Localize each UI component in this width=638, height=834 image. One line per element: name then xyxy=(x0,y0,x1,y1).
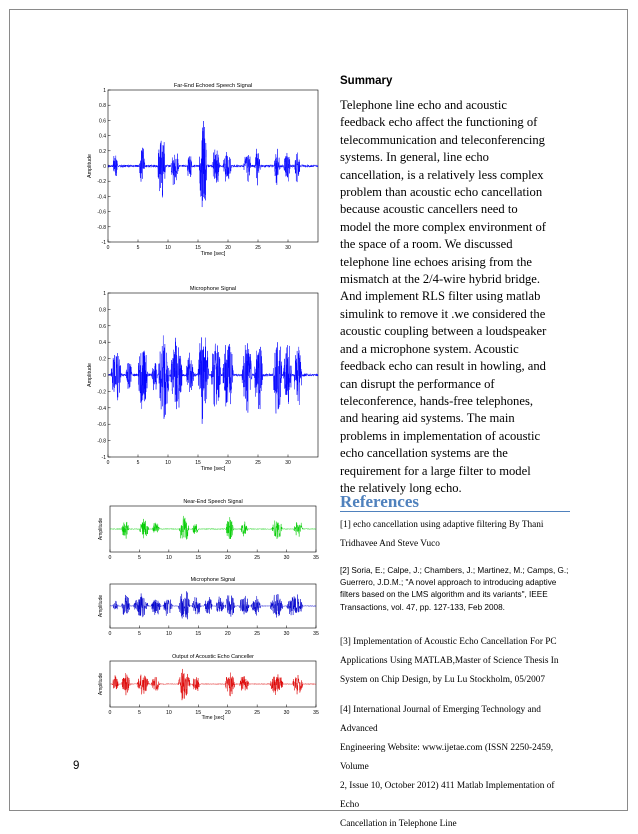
y-tick-label: -0.4 xyxy=(97,194,106,201)
x-tick-label: 5 xyxy=(137,710,141,716)
plot-3 xyxy=(98,577,319,637)
x-tick-label: 5 xyxy=(137,555,141,561)
plot-title: Near-End Speech Signal xyxy=(183,499,243,505)
summary-line: telecommunication and teleconferencing xyxy=(340,132,545,147)
x-tick-label: 30 xyxy=(283,631,290,637)
plot-1 xyxy=(87,286,318,472)
y-tick-label: 1 xyxy=(103,291,106,297)
figure-top xyxy=(80,72,320,474)
summary-line: requirement for a large filter to model xyxy=(340,463,531,478)
y-tick-label: -0.8 xyxy=(97,224,106,231)
summary-line: teleconference, hands-free telephones, xyxy=(340,393,533,408)
x-tick-label: 35 xyxy=(313,631,319,637)
reference-item xyxy=(340,633,570,690)
y-tick-label: 0.4 xyxy=(99,133,106,140)
x-tick-label: 35 xyxy=(313,555,319,561)
summary-line: echo cancellation systems are the xyxy=(340,446,508,461)
reference-line: Engineering Website: www.ijetae.com (ISSN 2250-2459, Volume xyxy=(340,743,554,772)
reference-line: [1] echo cancellation using adaptive filtering By Thani xyxy=(340,520,544,530)
x-tick-label: 0 xyxy=(108,631,112,637)
x-tick-label: 0 xyxy=(106,460,110,466)
y-axis-label: Amplitude xyxy=(87,363,93,387)
x-tick-label: 0 xyxy=(106,245,110,251)
summary-line: mismatch at the 2/4-wire hybrid bridge. xyxy=(340,272,541,287)
reference-line: filters based on the LMS algorithm and its variants", IEEE xyxy=(340,590,548,600)
summary-line: feedback echo affect the functioning of xyxy=(340,115,538,130)
reference-line: Cancellation in Telephone Line xyxy=(340,819,457,829)
y-tick-label: -0.2 xyxy=(97,389,106,396)
y-tick-label: -0.4 xyxy=(97,405,106,412)
summary-line: the space of a room. We discussed xyxy=(340,237,513,252)
summary-line: model the more complex environment of xyxy=(340,219,546,234)
y-tick-label: 0 xyxy=(103,373,106,379)
x-tick-label: 10 xyxy=(165,631,172,637)
summary-title: Summary xyxy=(340,75,393,87)
x-tick-label: 15 xyxy=(195,460,201,466)
summary-line: telephone line echoes arising from the xyxy=(340,254,532,269)
x-tick-label: 25 xyxy=(255,245,261,251)
summary-line: cancellation, is a relatively less complex xyxy=(340,167,544,182)
plot-4 xyxy=(98,654,319,721)
y-tick-label: 0.2 xyxy=(99,148,106,155)
y-axis-label: Amplitude xyxy=(87,154,93,178)
y-tick-label: 0.6 xyxy=(99,118,106,125)
summary-line: can disrupt the performance of xyxy=(340,376,495,391)
reference-item xyxy=(340,701,570,834)
plot-title: Output of Acoustic Echo Canceller xyxy=(172,654,254,660)
summary-line: and a microphone system. Acoustic xyxy=(340,341,519,356)
x-tick-label: 0 xyxy=(108,555,112,561)
x-tick-label: 20 xyxy=(224,710,231,716)
summary-line: because acoustic cancellers need to xyxy=(340,202,518,217)
x-tick-label: 5 xyxy=(136,245,140,251)
x-tick-label: 30 xyxy=(283,555,290,561)
x-tick-label: 25 xyxy=(255,460,261,466)
reference-item xyxy=(340,565,570,614)
y-axis-label: Amplitude xyxy=(98,594,104,618)
x-axis-label: Time [sec] xyxy=(201,715,225,721)
references-rule xyxy=(340,511,570,512)
y-tick-label: 0.4 xyxy=(99,340,106,347)
x-tick-label: 20 xyxy=(225,460,231,466)
x-tick-label: 5 xyxy=(136,460,140,466)
x-tick-label: 10 xyxy=(165,710,172,716)
x-tick-label: 5 xyxy=(137,631,141,637)
reference-line: [4] International Journal of Emerging Technology and Advanced xyxy=(340,705,541,734)
plot-0 xyxy=(87,83,318,257)
x-tick-label: 10 xyxy=(165,460,171,466)
summary-line: acoustic coupling between a loudspeaker xyxy=(340,324,547,339)
reference-line: Transactions, vol. 47, pp. 127-133, Feb 2008. xyxy=(340,602,505,612)
reference-line: Applications Using MATLAB,Master of Science Thesis In xyxy=(340,656,559,666)
reference-line: [2] Soria, E.; Calpe, J.; Chambers, J.; Martinez, M.; Camps, G.; xyxy=(340,566,569,575)
x-tick-label: 15 xyxy=(195,245,201,251)
plot-title: Microphone Signal xyxy=(189,286,237,292)
reference-line: [3] Implementation of Acoustic Echo Cancellation For PC xyxy=(340,637,557,647)
x-tick-label: 10 xyxy=(165,555,172,561)
x-tick-label: 35 xyxy=(313,710,319,716)
y-tick-label: -0.6 xyxy=(97,422,106,429)
x-tick-label: 15 xyxy=(195,631,202,637)
y-tick-label: 1 xyxy=(103,88,106,94)
x-tick-label: 15 xyxy=(195,555,202,561)
x-axis-label: Time [sec] xyxy=(200,466,226,472)
y-tick-label: -0.2 xyxy=(97,179,106,186)
y-tick-label: 0.2 xyxy=(99,356,106,363)
x-tick-label: 25 xyxy=(254,631,261,637)
summary-line: systems. In general, line echo xyxy=(340,150,489,165)
reference-line: System on Chip Design, by Lu Lu Stockholm, 05/2007 xyxy=(340,675,546,685)
summary-body xyxy=(340,97,565,497)
y-tick-label: -0.8 xyxy=(97,438,106,445)
reference-line: Guerrero, J.D.M.; "A novel approach to introducing adaptive xyxy=(340,578,557,588)
y-tick-label: 0.8 xyxy=(99,307,106,314)
y-axis-label: Amplitude xyxy=(98,672,104,696)
x-tick-label: 25 xyxy=(254,710,261,716)
x-tick-label: 20 xyxy=(224,555,231,561)
x-axis-label: Time [sec] xyxy=(200,251,226,257)
x-tick-label: 30 xyxy=(283,710,290,716)
x-tick-label: 20 xyxy=(224,631,231,637)
y-tick-label: 0.8 xyxy=(99,103,106,110)
summary-line: the relatively long echo. xyxy=(340,480,462,495)
reference-item xyxy=(340,516,570,554)
x-tick-label: 20 xyxy=(225,245,231,251)
summary-line: problems in implementation of acoustic xyxy=(340,428,541,443)
summary-line: problem than acoustic echo cancellation xyxy=(340,185,543,200)
y-axis-label: Amplitude xyxy=(98,517,104,541)
summary-line: simulink to remove it .we considered the xyxy=(340,306,546,321)
summary-line: And implement RLS filter using matlab xyxy=(340,289,541,304)
figure-bottom xyxy=(96,495,320,727)
y-tick-label: 0.6 xyxy=(99,323,106,330)
x-tick-label: 30 xyxy=(285,245,291,251)
summary-line: feedback echo can result in howling, and xyxy=(340,359,546,374)
x-tick-label: 25 xyxy=(254,555,261,561)
y-tick-label: -1 xyxy=(101,240,106,246)
reference-line: 2, Issue 10, October 2012) 411 Matlab Implementation of Echo xyxy=(340,781,555,810)
x-tick-label: 0 xyxy=(108,710,112,716)
plot-2 xyxy=(98,499,319,561)
y-tick-label: 0 xyxy=(103,164,106,170)
x-tick-label: 15 xyxy=(195,710,202,716)
plot-title: Microphone Signal xyxy=(190,577,236,583)
reference-line: Tridhavee And Steve Vuco xyxy=(340,539,440,549)
references-title: References xyxy=(340,492,419,511)
x-tick-label: 30 xyxy=(285,460,291,466)
y-tick-label: -1 xyxy=(101,455,106,461)
page-number: 9 xyxy=(73,760,80,772)
summary-line: Telephone line echo and acoustic xyxy=(340,98,507,112)
plot-title: Far-End Echoed Speech Signal xyxy=(173,83,253,89)
summary-line: and hearing aid systems. The main xyxy=(340,411,515,426)
x-tick-label: 10 xyxy=(165,245,171,251)
y-tick-label: -0.6 xyxy=(97,209,106,216)
